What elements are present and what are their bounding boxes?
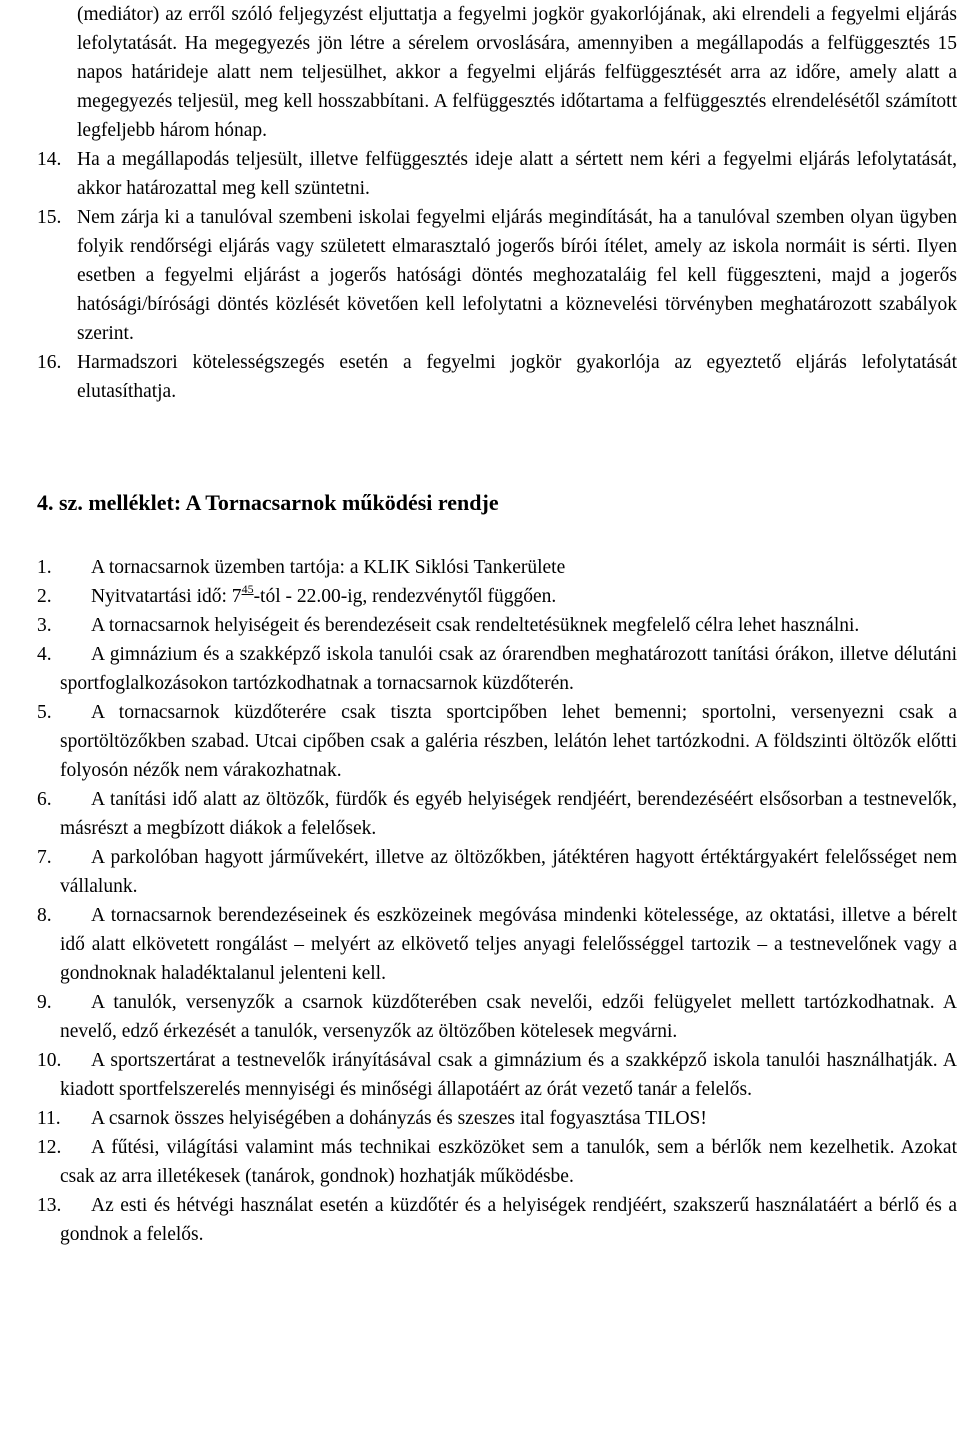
rule-number: 9. xyxy=(37,992,52,1013)
rule-item-11 xyxy=(37,1104,957,1133)
opening-minutes: 45 xyxy=(241,582,254,596)
rule-number: 4. xyxy=(37,644,52,665)
rule-item-13 xyxy=(37,1191,957,1249)
gym-rules-list xyxy=(37,553,957,1249)
rule-number: 7. xyxy=(37,847,52,868)
rule-text: A tornacsarnok küzdőterére csak tiszta sportcipőben lehet bemenni; sportolni, versenyezni csak a sportöltözőkben szabad. Utcai cipőben csak a galéria részben, lelátón lehet tartózkodni. A földszinti öltözők előtti folyosón nézők nem várakozhatnak. xyxy=(60,702,957,781)
rule-number: 11. xyxy=(37,1108,61,1129)
rule-item-2 xyxy=(37,582,957,611)
rule-number: 3. xyxy=(37,615,52,636)
rule-item-5 xyxy=(37,698,957,785)
opening-hours-end: -tól - 22.00-ig, rendezvénytől függően. xyxy=(253,586,557,607)
rule-text: A csarnok összes helyiségében a dohányzás és szeszes ital fogyasztása TILOS! xyxy=(91,1108,707,1129)
rule-number: 5. xyxy=(37,702,52,723)
rule-number: 10. xyxy=(37,1050,62,1071)
item-text: Ha a megállapodás teljesült, illetve felfüggesztés ideje alatt a sértett nem kéri a fegyelmi eljárás lefolytatását, akkor határozattal meg kell szüntetni. xyxy=(77,149,957,199)
rule-item-12 xyxy=(37,1133,957,1191)
rule-item-10 xyxy=(37,1046,957,1104)
rule-item-9 xyxy=(37,988,957,1046)
rule-item-6 xyxy=(37,785,957,843)
regulation-item-16 xyxy=(37,348,957,406)
rule-text: A sportszertárat a testnevelők irányításával csak a gimnázium és a szakképző iskola tanulói használhatják. A kiadott sportfelszerelés mennyiségi és minőségi állapotáért az órát vezető tanár a felelős. xyxy=(60,1050,957,1100)
rule-number: 8. xyxy=(37,905,52,926)
regulation-item-15 xyxy=(37,203,957,348)
rule-text: A fűtési, világítási valamint más technikai eszközöket sem a tanulók, sem a bérlők nem kezelhetik. Azokat csak az arra illetékesek (tanárok, gondnok) hozhatják működésbe. xyxy=(60,1137,957,1187)
rule-text: Az esti és hétvégi használat esetén a küzdőtér és a helyiségek rendjéért, szakszerű használatáért a bérlő és a gondnok a felelős. xyxy=(60,1195,957,1245)
rule-text: A tornacsarnok helyiségeit és berendezéseit csak rendeltetésüknek megfelelő célra lehet használni. xyxy=(91,615,860,636)
opening-hours-start: Nyitvatartási idő: 7 xyxy=(91,586,242,607)
section-title: 4. sz. melléklet: A Tornacsarnok működési rendje xyxy=(37,490,499,515)
continued-paragraph: (mediátor) az erről szóló feljegyzést eljuttatja a fegyelmi jogkör gyakorlójának, aki elrendeli a fegyelmi eljárás lefolytatását. Ha megegyezés jön létre a sérelem orvoslására, amennyiben a megállapodás a felfüggesztés 15 napos határideje alatt nem teljesülhet, akkor a fegyelmi eljárás felfüggesztését arra az időre, amely alatt a megegyezés teljesül, meg kell hosszabbítani. A felfüggesztés időtartama a felfüggesztés elrendelésétől számított legfeljebb három hónap. xyxy=(77,4,957,141)
rule-number: 2. xyxy=(37,586,52,607)
rule-item-4 xyxy=(37,640,957,698)
rule-item-1 xyxy=(37,553,957,582)
item-number: 14. xyxy=(37,149,62,170)
regulation-item-14 xyxy=(37,145,957,203)
item-text: Nem zárja ki a tanulóval szembeni iskolai fegyelmi eljárás megindítását, ha a tanulóval szemben olyan ügyben folyik rendőrségi eljárás vagy született elmarasztaló jogerős bírói ítélet, amely az iskola normáit is sérti. Ilyen esetben a fegyelmi eljárást a jogerős hatósági döntés meghozataláig fel kell függeszteni, majd a jogerős hatósági/bírósági döntés közlését követően kell lefolytatni a köznevelési törvényben meghatározott szabályok szerint. xyxy=(77,207,957,344)
rule-text: A tanulók, versenyzők a csarnok küzdőterében csak nevelői, edzői felügyelet mellett tartózkodhatnak. A nevelő, edző érkezését a tanulók, versenyzők az öltözőben kötelesek megvárni. xyxy=(60,992,957,1042)
rule-number: 1. xyxy=(37,557,52,578)
rule-number: 13. xyxy=(37,1195,62,1216)
rule-item-7 xyxy=(37,843,957,901)
rule-item-8 xyxy=(37,901,957,988)
rule-number: 12. xyxy=(37,1137,62,1158)
rule-text: A tornacsarnok berendezéseinek és eszközeinek megóvása mindenki kötelessége, az oktatási, illetve a bérelt idő alatt elkövetett rongálást – melyért az elkövető teljes anyagi felelősséggel tartozik – a testnevelőnek vagy a gondnoknak haladéktalanul jelenteni kell. xyxy=(60,905,957,984)
item-text: Harmadszori kötelességszegés esetén a fegyelmi jogkör gyakorlója az egyeztető eljárás lefolytatását elutasíthatja. xyxy=(77,352,957,402)
regulation-continuation xyxy=(37,0,957,406)
item-number: 15. xyxy=(37,207,62,228)
rule-item-3 xyxy=(37,611,957,640)
rule-text xyxy=(37,582,957,611)
item-number: 16. xyxy=(37,352,62,373)
rule-text: A gimnázium és a szakképző iskola tanulói csak az órarendben meghatározott tanítási órákon, illetve délutáni sportfoglalkozásokon tartózkodhatnak a tornacsarnok küzdőterén. xyxy=(60,644,957,694)
rule-text: A tornacsarnok üzemben tartója: a KLIK Siklósi Tankerülete xyxy=(91,557,566,578)
rule-number: 6. xyxy=(37,789,52,810)
rule-text: A tanítási idő alatt az öltözők, fürdők és egyéb helyiségek rendjéért, berendezéséért elsősorban a testnevelők, másrészt a megbízott diákok a felelősek. xyxy=(60,789,957,839)
rule-text: A parkolóban hagyott járművekért, illetve az öltözőkben, játéktéren hagyott értéktárgyakért felelősséget nem vállalunk. xyxy=(60,847,957,897)
